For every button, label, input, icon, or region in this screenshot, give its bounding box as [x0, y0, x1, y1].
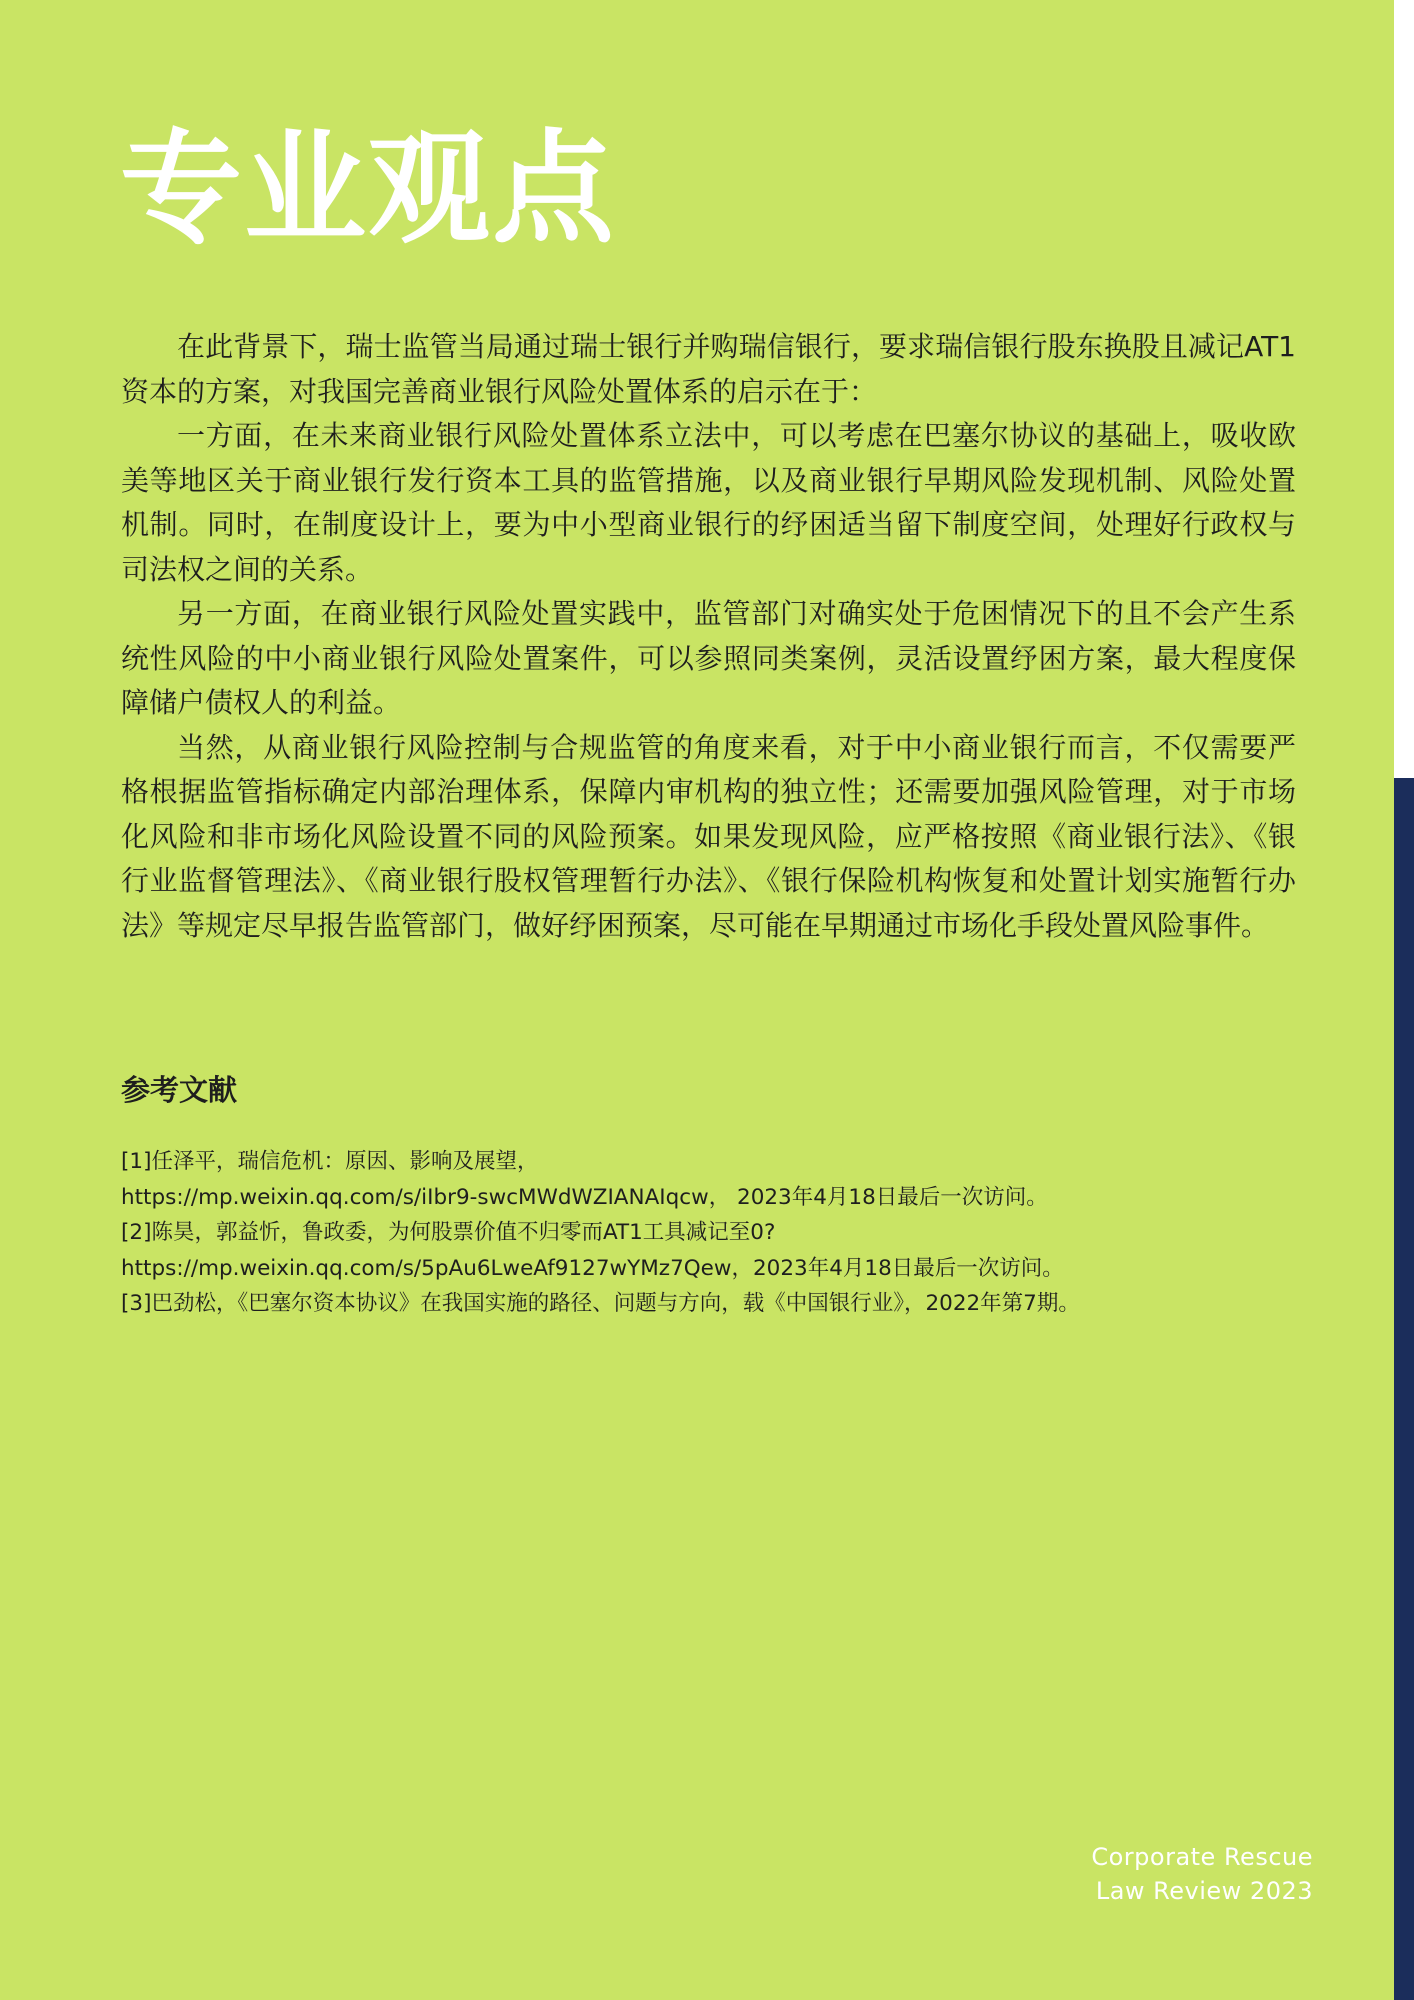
references-heading: 参考文献: [121, 1073, 238, 1107]
article-body: [121, 325, 1296, 948]
reference-link: https://mp.weixin.qq.com/s/iIbr9-swcMWdWZIANAIqcw， 2023年4月18日最后一次访问。: [121, 1184, 1048, 1210]
reference-text: [1]任泽平，瑞信危机：原因、影响及展望，: [121, 1149, 539, 1174]
footer-line-1: Corporate Rescue: [1091, 1843, 1313, 1871]
paragraph: 另一方面，在商业银行风险处置实践中，监管部门对确实处于危困情况下的且不会产生系统性风险的中小商业银行风险处置案件，可以参照同类案例，灵活设置纾困方案，最大程度保障储户债权人的利益。: [121, 597, 1296, 719]
reference-item: [121, 1286, 1296, 1322]
page-edge-strip-navy: [1394, 778, 1414, 2000]
paragraph: 当然，从商业银行风险控制与合规监管的角度来看，对于中小商业银行而言，不仅需要严格根据监管指标确定内部治理体系，保障内审机构的独立性；还需要加强风险管理，对于市场化风险和非市场化风险设置不同的风险预案。如果发现风险，应严格按照《商业银行法》、《银行业监督管理法》、《商业银行股权管理暂行办法》、《银行保险机构恢复和处置计划实施暂行办法》等规定尽早报告监管部门，做好纾困预案，尽可能在早期通过市场化手段处置风险事件。: [121, 730, 1296, 942]
reference-item: [121, 1215, 1296, 1286]
page-title: 专业观点: [120, 118, 616, 260]
reference-link: https://mp.weixin.qq.com/s/5pAu6LweAf9127wYMz7Qew，2023年4月18日最后一次访问。: [121, 1255, 1064, 1281]
reference-text: [2]陈昊，郭益忻，鲁政委，为何股票价值不归零而AT1工具减记至0?: [121, 1220, 776, 1245]
references-list: [121, 1144, 1296, 1322]
paragraph: 在此背景下，瑞士监管当局通过瑞士银行并购瑞信银行，要求瑞信银行股东换股且减记AT1资本的方案，对我国完善商业银行风险处置体系的启示在于：: [121, 330, 1296, 408]
footer-line-2: Law Review 2023: [1095, 1877, 1313, 1905]
paragraph: 一方面，在未来商业银行风险处置体系立法中，可以考虑在巴塞尔协议的基础上，吸收欧美等地区关于商业银行发行资本工具的监管措施，以及商业银行早期风险发现机制、风险处置机制。同时，在制度设计上，要为中小型商业银行的纾困适当留下制度空间，处理好行政权与司法权之间的关系。: [121, 419, 1296, 586]
reference-item: [121, 1144, 1296, 1215]
reference-text: [3]巴劲松，《巴塞尔资本协议》在我国实施的路径、问题与方向，载《中国银行业》，2022年第7期。: [121, 1291, 1080, 1316]
footer-publication: [1091, 1840, 1313, 1908]
